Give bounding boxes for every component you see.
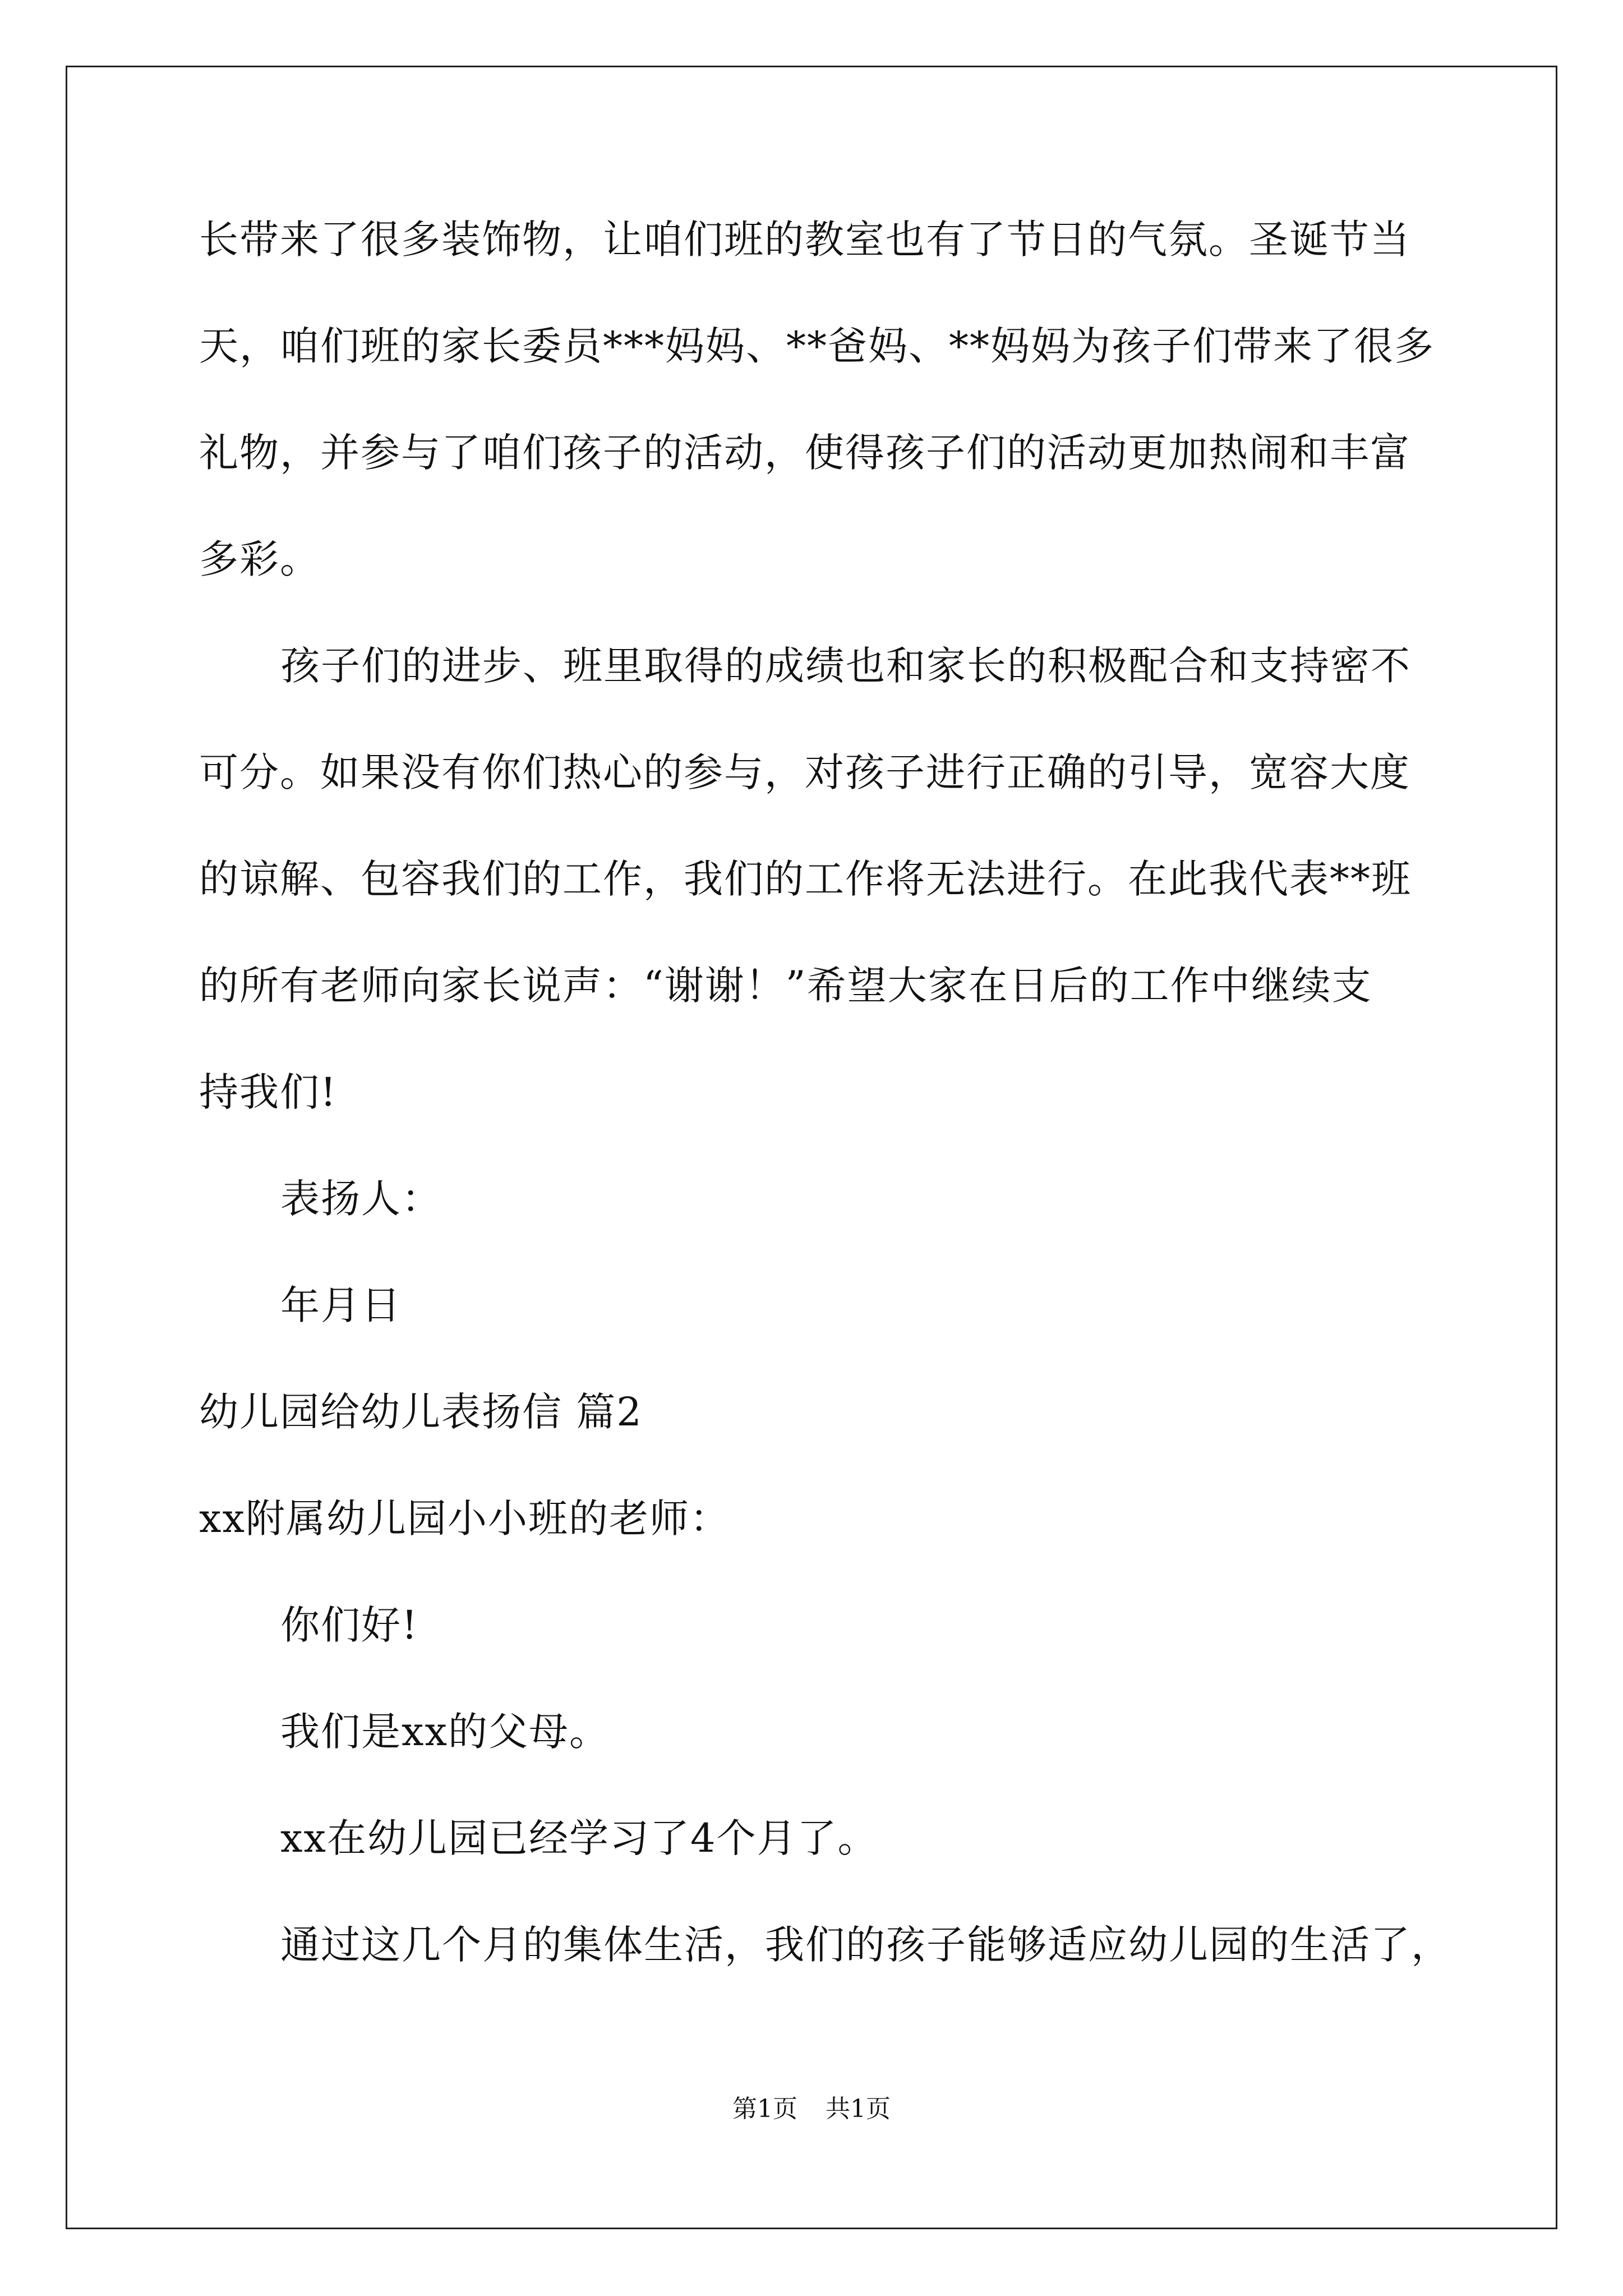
greeting: 你们好! [280, 1602, 419, 1648]
text-line: 的所有老师向家长说声：“谢谢！”希望大家在日后的工作中继续支 [199, 963, 1372, 1009]
text-line: 孩子们的进步、班里取得的成绩也和家长的积极配合和支持密不 [280, 643, 1411, 689]
text-line: xx在幼儿园已经学习了4个月了。 [280, 1815, 878, 1861]
section-heading: 幼儿园给幼儿表扬信 篇2 [199, 1389, 643, 1435]
text-line: 天，咱们班的家长委员***妈妈、**爸妈、**妈妈为孩子们带来了很多 [199, 323, 1435, 369]
text-line: 通过这几个月的集体生活，我们的孩子能够适应幼儿园的生活了， [280, 1922, 1451, 1968]
text-line: 礼物，并参与了咱们孩子的活动，使得孩子们的活动更加热闹和丰富 [199, 430, 1410, 476]
page-number-current: 第1页 [732, 2095, 797, 2123]
text-line: 长带来了很多装饰物，让咱们班的教室也有了节日的气氛。圣诞节当 [199, 217, 1410, 263]
signature-label: 表扬人： [280, 1176, 442, 1222]
text-line: 的谅解、包容我们的工作，我们的工作将无法进行。在此我代表**班 [199, 856, 1412, 902]
page-footer [0, 2092, 1623, 2126]
document-body [199, 213, 1451, 2025]
salutation: xx附属幼儿园小小班的老师： [199, 1496, 730, 1542]
date-label: 年月日 [280, 1282, 402, 1328]
text-line: 持我们! [199, 1069, 338, 1115]
text-line: 我们是xx的父母。 [280, 1709, 610, 1755]
page-number-total: 共1页 [826, 2095, 891, 2123]
text-line: 多彩。 [199, 536, 320, 582]
text-line: 可分。如果没有你们热心的参与，对孩子进行正确的引导，宽容大度 [199, 749, 1410, 795]
